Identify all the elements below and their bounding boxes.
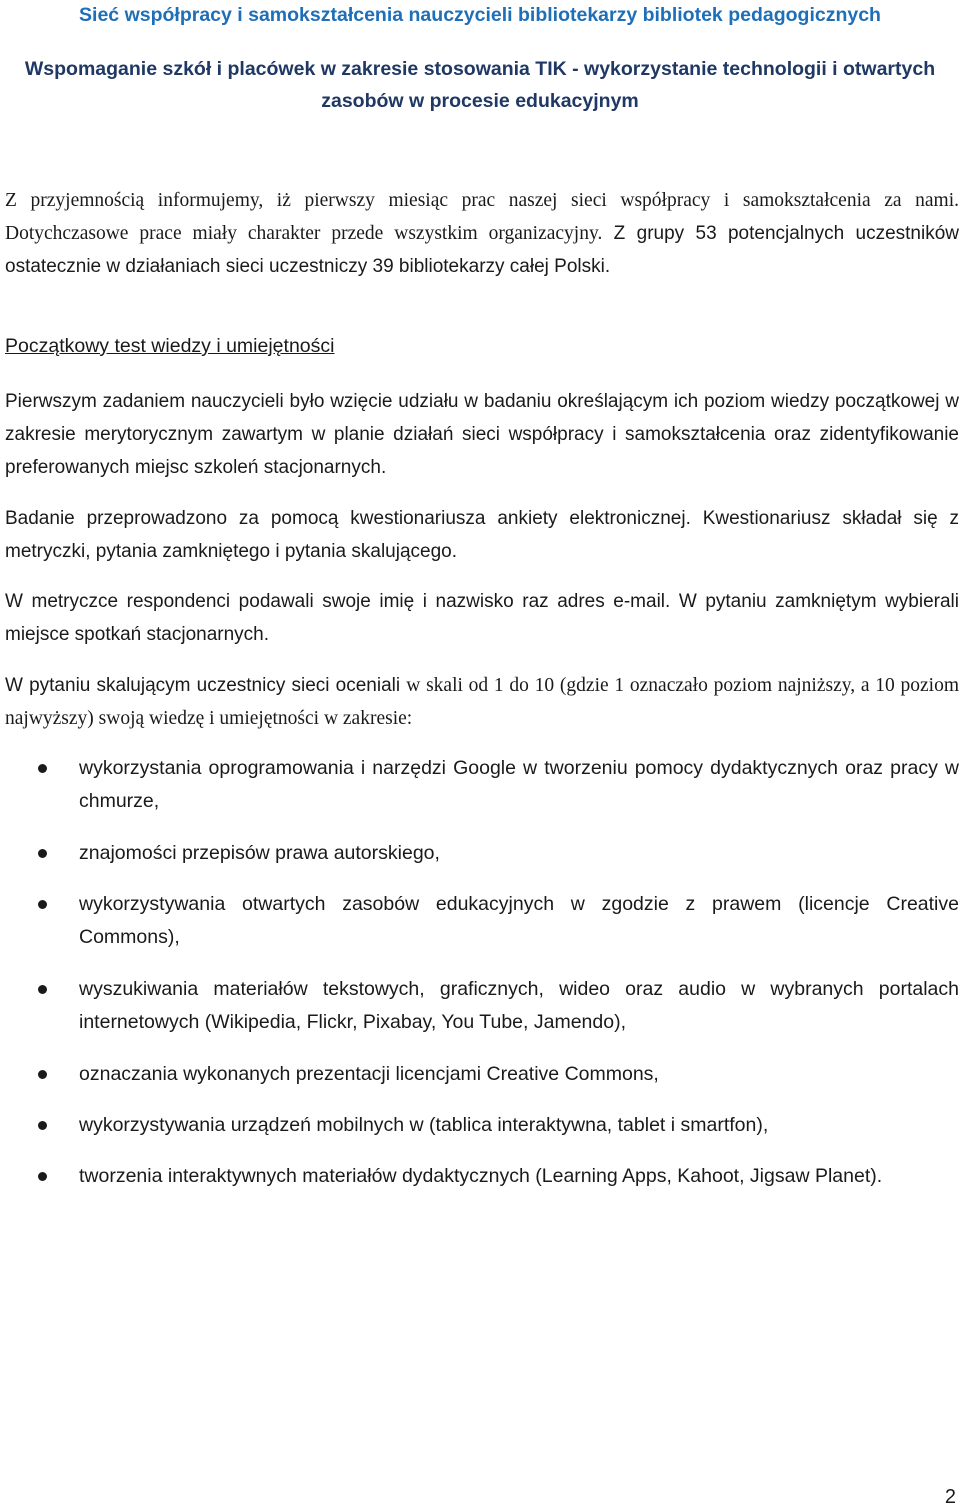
section-paragraph-3: W metryczce respondenci podawali swoje imię i nazwisko raz adres e-mail. W pytaniu zamkniętym wybierali miejsce spotkań stacjonarnych.	[5, 591, 959, 645]
network-title: Sieć współpracy i samokształcenia nauczycieli bibliotekarzy bibliotek pedagogicznych	[79, 4, 881, 26]
list-item-text: oznaczania wykonanych prezentacji licencjami Creative Commons,	[79, 1063, 659, 1085]
list-item-text: znajomości przepisów prawa autorskiego,	[79, 842, 440, 864]
intro-paragraph	[5, 184, 959, 283]
bullet-icon	[38, 1172, 47, 1181]
page-number: 2	[944, 1486, 956, 1508]
list-item-text: wyszukiwania materiałów tekstowych, graficznych, wideo oraz audio w wybranych portalach internetowych (Wikipedia, Flickr, Pixabay, You Tube, Jamendo),	[79, 978, 959, 1033]
bullet-icon	[38, 849, 47, 858]
document-subtitle: Wspomaganie szkół i placówek w zakresie stosowania TIK - wykorzystanie technologii i otwartych zasobów w procesie edukacyjnym	[24, 58, 936, 112]
scale-paragraph-part1: W pytaniu skalującym uczestnicy sieci oceniali	[5, 675, 407, 696]
section-heading: Początkowy test wiedzy i umiejętności	[5, 335, 335, 357]
intro-text-part2: Z grupy 53 potencjalnych uczestników ostatecznie w działaniach sieci uczestniczy 39 bibliotekarzy całej Polski.	[5, 223, 960, 277]
intro-text-part1: Z przyjemnością informujemy, iż pierwszy miesiąc prac naszej sieci współpracy i samokształcenia za nami. Dotychczasowe prace miały charakter przede wszystkim organizacyjny.	[5, 190, 959, 244]
scale-paragraph	[5, 669, 959, 735]
bullet-icon	[38, 764, 47, 773]
list-item-text: tworzenia interaktywnych materiałów dydaktycznych (Learning Apps, Kahoot, Jigsaw Planet).	[79, 1165, 883, 1187]
bullet-icon	[38, 985, 47, 994]
bullet-icon	[38, 900, 47, 909]
list-item-text: wykorzystania oprogramowania i narzędzi Google w tworzeniu pomocy dydaktycznych oraz pracy w chmurze,	[79, 757, 959, 812]
list-item-text: wykorzystywania urządzeń mobilnych w (tablica interaktywna, tablet i smartfon),	[79, 1114, 769, 1136]
section-paragraph-1: Pierwszym zadaniem nauczycieli było wzięcie udziału w badaniu określającym ich poziom wiedzy początkowej w zakresie merytorycznym zawartym w planie działań sieci współpracy i samokształcenia oraz zidentyfikowanie preferowanych miejsc szkoleń stacjonarnych.	[5, 391, 959, 478]
bullet-icon	[38, 1070, 47, 1079]
section-paragraph-2: Badanie przeprowadzono za pomocą kwestionariusza ankiety elektronicznej. Kwestionariusz składał się z metryczki, pytania zamkniętego i pytania skalującego.	[5, 508, 959, 562]
list-item-text: wykorzystywania otwartych zasobów edukacyjnych w zgodzie z prawem (licencje Creative Commons),	[79, 893, 959, 948]
scale-paragraph-part2: w skali od 1 do 10 (gdzie 1 oznaczało poziom najniższy, a 10 poziom najwyższy) swoją wiedzę i umiejętności w zakresie:	[5, 675, 959, 729]
bullet-icon	[38, 1121, 47, 1130]
